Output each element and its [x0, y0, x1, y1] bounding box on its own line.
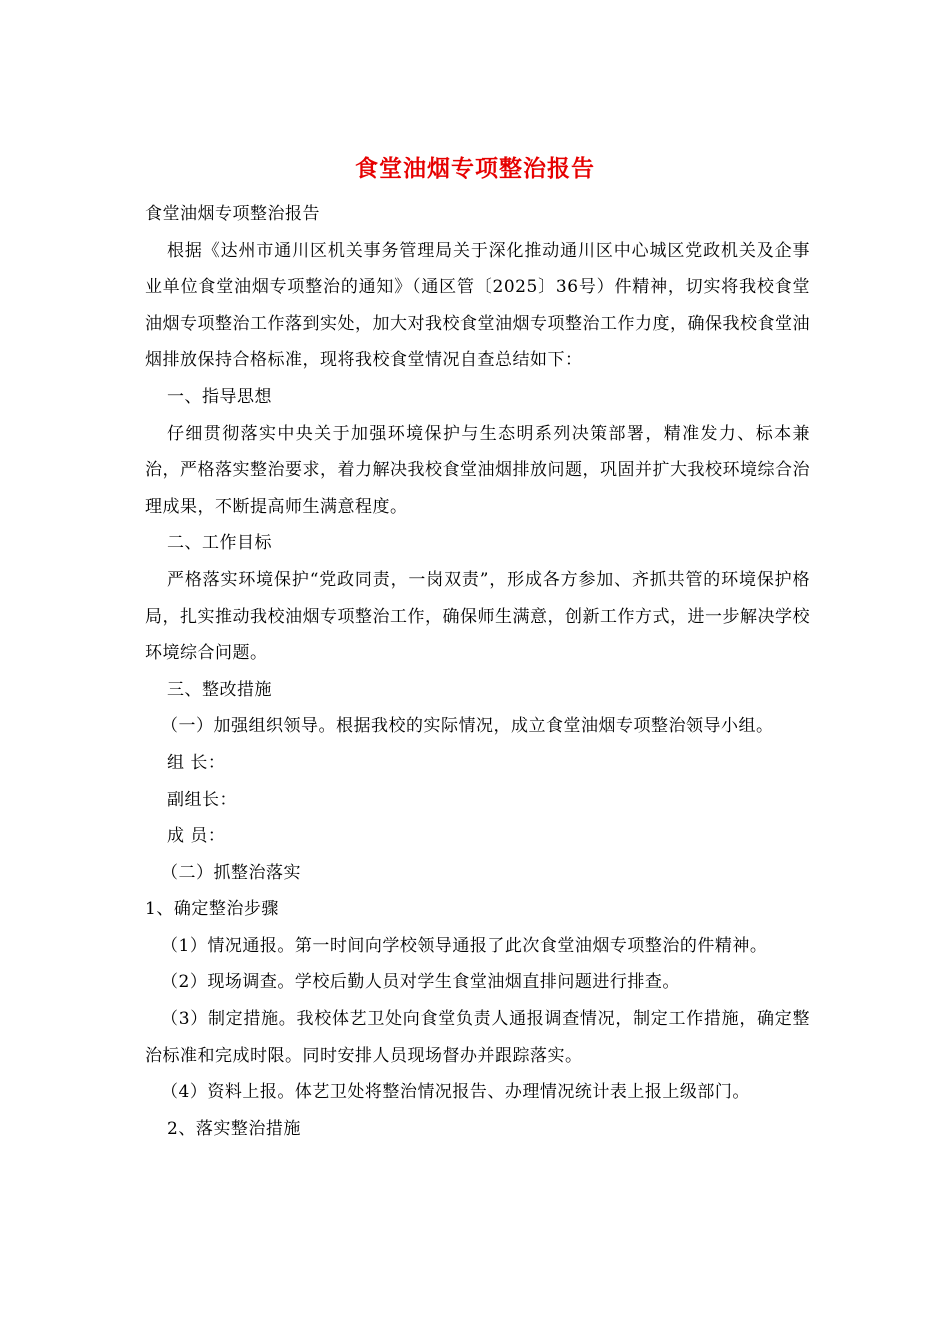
- paragraph-subtitle: 食堂油烟专项整治报告: [145, 204, 320, 224]
- section-heading-2: 二、工作目标: [167, 533, 272, 554]
- section-heading-3: 三、整改措施: [167, 679, 272, 700]
- document-title: 食堂油烟专项整治报告: [355, 155, 595, 182]
- paragraph-step-3: （3）制定措施。我校体艺卫处向食堂负责人通报调查情况，制定工作措施，确定整治标准和完成时限。同时安排人员现场督办并跟踪落实。: [145, 1009, 810, 1066]
- paragraph-measures: 2、落实整治措施: [167, 1118, 301, 1139]
- document-body: [145, 196, 810, 1147]
- paragraph-members: 成 员：: [167, 826, 226, 847]
- paragraph-step-1: （1）情况通报。第一时间向学校领导通报了此次食堂油烟专项整治的件精神。: [161, 935, 768, 956]
- paragraph-goals: 严格落实环境保护“党政同责，一岗双责”，形成各方参加、齐抓共管的环境保护格局，扎实推动我校油烟专项整治工作，确保师生满意，创新工作方式，进一步解决学校环境综合问题。: [145, 569, 810, 664]
- paragraph-leader: 组 长：: [167, 752, 226, 773]
- paragraph-steps: 1、确定整治步骤: [145, 899, 279, 920]
- paragraph-intro: 根据《达州市通川区机关事务管理局关于深化推动通川区中心城区党政机关及企事业单位食堂油烟专项整治的通知》（通区管〔2025〕36号）件精神，切实将我校食堂油烟专项整治工作落到实处，加大对我校食堂油烟专项整治工作力度，确保我校食堂油烟排放保持合格标准，现将我校食堂情况自查总结如下：: [145, 240, 810, 371]
- paragraph-deputy-leader: 副组长：: [167, 789, 237, 810]
- section-heading-1: 一、指导思想: [167, 386, 272, 407]
- paragraph-organization: （一）加强组织领导。根据我校的实际情况，成立食堂油烟专项整治领导小组。: [161, 716, 774, 737]
- paragraph-step-2: （2）现场调查。学校后勤人员对学生食堂油烟直排问题进行排查。: [161, 972, 680, 993]
- paragraph-implementation: （二）抓整治落实: [161, 862, 301, 883]
- paragraph-step-4: （4）资料上报。体艺卫处将整治情况报告、办理情况统计表上报上级部门。: [161, 1082, 750, 1103]
- paragraph-guiding: 仔细贯彻落实中央关于加强环境保护与生态明系列决策部署，精准发力、标本兼治，严格落实整治要求，着力解决我校食堂油烟排放问题，巩固并扩大我校环境综合治理成果，不断提高师生满意程度。: [145, 423, 810, 517]
